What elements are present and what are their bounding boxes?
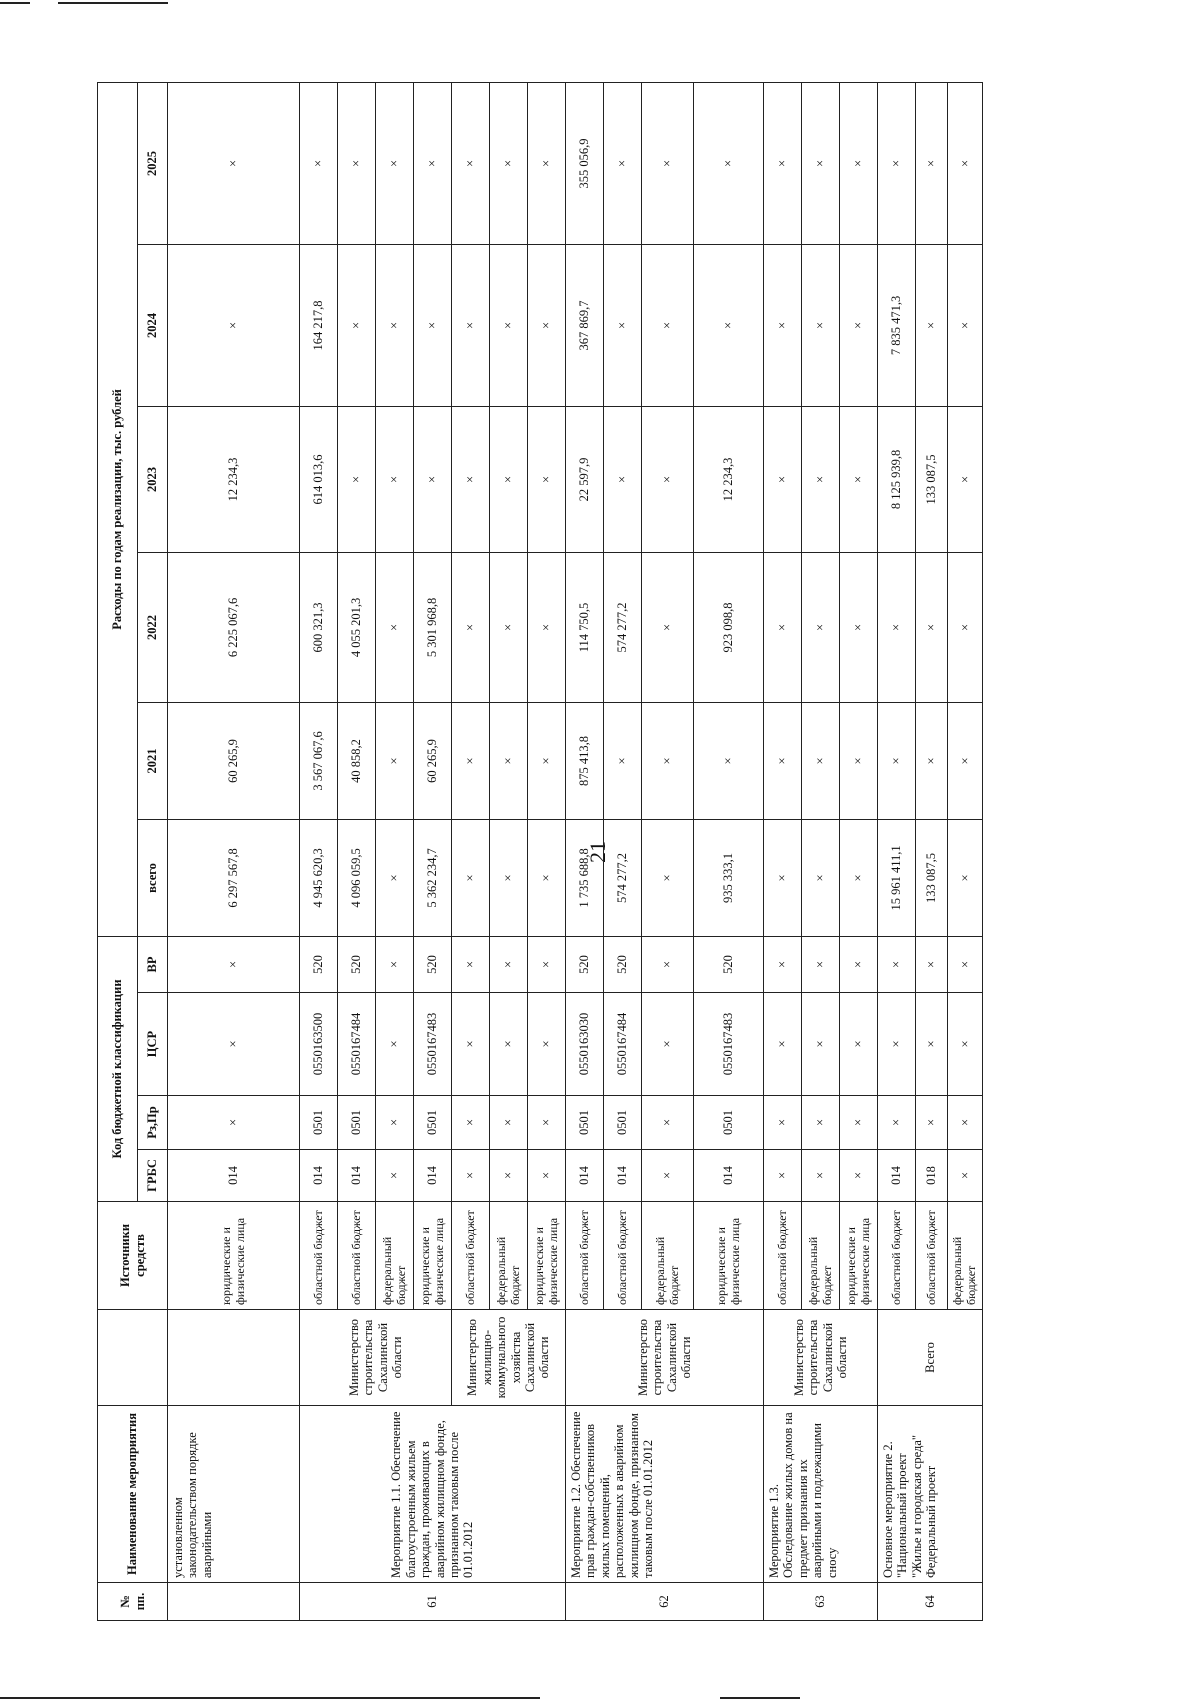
header-source: Источники средств	[98, 1202, 168, 1310]
cell-2023: ×	[528, 406, 566, 552]
cell-csr: 0550163500	[300, 993, 338, 1096]
cell-csr: ×	[376, 993, 414, 1096]
cell-vr: ×	[452, 936, 490, 992]
cell-name: Мероприятие 1.3. Обследование жилых домов на предмет признания их аварийными и подлежащими сносу	[764, 1406, 878, 1583]
cell-grbs: ×	[948, 1150, 983, 1202]
cell-total: 4 096 059,5	[338, 819, 376, 936]
cell-rzpr: 0501	[414, 1096, 452, 1150]
cell-total: ×	[452, 819, 490, 936]
budget-table	[97, 82, 983, 1621]
header-vr: ВР	[138, 936, 168, 992]
cell-total: 133 087,5	[916, 819, 948, 936]
cell-2022: 574 277,2	[604, 552, 642, 702]
cell-2021: ×	[694, 702, 764, 819]
cell-total: ×	[840, 819, 878, 936]
cell-rzpr: ×	[452, 1096, 490, 1150]
scan-edge-top	[0, 2, 30, 4]
cell-2024: ×	[948, 244, 983, 406]
cell-total: 935 333,1	[694, 819, 764, 936]
cell-grbs: 014	[694, 1150, 764, 1202]
cell-2024: ×	[338, 244, 376, 406]
scan-edge-bottom	[0, 1697, 540, 1699]
cell-2024: ×	[604, 244, 642, 406]
page-number: 21	[585, 841, 610, 863]
cell-vr: ×	[168, 936, 300, 992]
cell-2022: 600 321,3	[300, 552, 338, 702]
cell-total: ×	[764, 819, 802, 936]
cell-no: 63	[764, 1583, 878, 1621]
cell-rzpr: 0501	[694, 1096, 764, 1150]
cell-total: ×	[528, 819, 566, 936]
cell-2024: 164 217,8	[300, 244, 338, 406]
cell-2025: ×	[490, 82, 528, 244]
cell-name: Мероприятие 1.1. Обеспечение благоустроенным жильем граждан, проживающих в аварийном жилищном фонде, признанном таковым после 01.01.2012	[300, 1406, 566, 1583]
cell-grbs: ×	[376, 1150, 414, 1202]
scan-edge-top-2	[58, 2, 168, 4]
cell-responsible: Всего	[878, 1310, 983, 1406]
table-row	[566, 82, 604, 1620]
cell-csr: ×	[168, 993, 300, 1096]
cell-2021: 60 265,9	[414, 702, 452, 819]
cell-rzpr: ×	[802, 1096, 840, 1150]
cell-total: ×	[376, 819, 414, 936]
cell-vr: ×	[840, 936, 878, 992]
cell-csr: ×	[642, 993, 694, 1096]
cell-2025: ×	[604, 82, 642, 244]
cell-vr: 520	[414, 936, 452, 992]
cell-responsible: Министерство строительства Сахалинской области	[300, 1310, 452, 1406]
cell-source: областной бюджет	[566, 1202, 604, 1310]
cell-total: 574 277,2	[604, 819, 642, 936]
table-row	[764, 82, 802, 1620]
cell-csr: 0550163030	[566, 993, 604, 1096]
cell-2025: ×	[452, 82, 490, 244]
cell-vr: 520	[694, 936, 764, 992]
cell-csr: ×	[764, 993, 802, 1096]
cell-vr: ×	[916, 936, 948, 992]
cell-grbs: 014	[168, 1150, 300, 1202]
cell-2024: ×	[694, 244, 764, 406]
cell-2024: ×	[840, 244, 878, 406]
cell-2022: 5 301 968,8	[414, 552, 452, 702]
cell-2021: ×	[452, 702, 490, 819]
cell-vr: ×	[490, 936, 528, 992]
cell-csr: 0550167484	[604, 993, 642, 1096]
cell-source: юридические и физические лица	[694, 1202, 764, 1310]
cell-rzpr: ×	[948, 1096, 983, 1150]
cell-rzpr: 0501	[566, 1096, 604, 1150]
cell-rzpr: 0501	[338, 1096, 376, 1150]
header-2021: 2021	[138, 702, 168, 819]
cell-2021: ×	[764, 702, 802, 819]
cell-2025: ×	[840, 82, 878, 244]
cell-grbs: ×	[490, 1150, 528, 1202]
cell-2021: ×	[642, 702, 694, 819]
cell-grbs: ×	[452, 1150, 490, 1202]
cell-2025: 355 056,9	[566, 82, 604, 244]
cell-2021: ×	[376, 702, 414, 819]
cell-2025: ×	[300, 82, 338, 244]
cell-csr: ×	[802, 993, 840, 1096]
cell-2021: ×	[948, 702, 983, 819]
header-rzpr: Рз,Пр	[138, 1096, 168, 1150]
cell-2024: ×	[802, 244, 840, 406]
cell-2022: ×	[528, 552, 566, 702]
cell-2025: ×	[338, 82, 376, 244]
cell-2021: 40 858,2	[338, 702, 376, 819]
cell-2025: ×	[528, 82, 566, 244]
cell-csr: ×	[528, 993, 566, 1096]
cell-2023: 133 087,5	[916, 406, 948, 552]
cell-2025: ×	[168, 82, 300, 244]
scan-edge-bottom-2	[720, 1697, 800, 1699]
cell-2022: ×	[802, 552, 840, 702]
header-csr: ЦСР	[138, 993, 168, 1096]
cell-total: ×	[948, 819, 983, 936]
cell-grbs: ×	[802, 1150, 840, 1202]
cell-2021: ×	[528, 702, 566, 819]
cell-vr: ×	[528, 936, 566, 992]
cell-vr: ×	[642, 936, 694, 992]
cell-rzpr: 0501	[300, 1096, 338, 1150]
cell-csr: 0550167484	[338, 993, 376, 1096]
cell-source: юридические и физические лица	[168, 1202, 300, 1310]
cell-vr: ×	[802, 936, 840, 992]
cell-source: областной бюджет	[300, 1202, 338, 1310]
cell-2021: 875 413,8	[566, 702, 604, 819]
cell-rzpr: ×	[642, 1096, 694, 1150]
cell-2024: 367 869,7	[566, 244, 604, 406]
cell-2024: ×	[490, 244, 528, 406]
cell-vr: 520	[338, 936, 376, 992]
cell-source: областной бюджет	[338, 1202, 376, 1310]
cell-total: ×	[642, 819, 694, 936]
cell-grbs: 014	[566, 1150, 604, 1202]
cell-csr: ×	[452, 993, 490, 1096]
cell-total: 1 735 688,8	[566, 819, 604, 936]
cell-rzpr: ×	[840, 1096, 878, 1150]
cell-2021: ×	[490, 702, 528, 819]
cell-2023: ×	[840, 406, 878, 552]
cell-source: областной бюджет	[916, 1202, 948, 1310]
cell-rzpr: 0501	[604, 1096, 642, 1150]
cell-2022: ×	[642, 552, 694, 702]
cell-2022: ×	[376, 552, 414, 702]
cell-responsible: Министерство жилищно-коммунального хозяйства Сахалинской области	[452, 1310, 566, 1406]
cell-no: 62	[566, 1583, 764, 1621]
cell-vr: 520	[566, 936, 604, 992]
cell-2022: ×	[878, 552, 916, 702]
cell-source: федеральный бюджет	[490, 1202, 528, 1310]
rotated-table-container	[97, 83, 1103, 1621]
cell-source: федеральный бюджет	[642, 1202, 694, 1310]
header-code-group: Код бюджетной классификации	[98, 936, 138, 1201]
cell-2024: ×	[376, 244, 414, 406]
cell-2023: 8 125 939,8	[878, 406, 916, 552]
cell-2024: ×	[916, 244, 948, 406]
cell-source: федеральный бюджет	[376, 1202, 414, 1310]
cell-2025: ×	[376, 82, 414, 244]
cell-grbs: 014	[604, 1150, 642, 1202]
cell-grbs: 014	[414, 1150, 452, 1202]
cell-csr: ×	[948, 993, 983, 1096]
cell-rzpr: ×	[168, 1096, 300, 1150]
cell-name: установленном законодательством порядке аварийными	[168, 1406, 300, 1583]
cell-2021: 3 567 067,6	[300, 702, 338, 819]
cell-2023: ×	[338, 406, 376, 552]
cell-2024: ×	[764, 244, 802, 406]
cell-total: ×	[802, 819, 840, 936]
cell-source: юридические и физические лица	[414, 1202, 452, 1310]
header-2024: 2024	[138, 244, 168, 406]
cell-vr: ×	[878, 936, 916, 992]
cell-responsible: Министерство строительства Сахалинской области	[566, 1310, 764, 1406]
cell-total: 15 961 411,1	[878, 819, 916, 936]
cell-source: юридические и физические лица	[840, 1202, 878, 1310]
cell-2021: ×	[604, 702, 642, 819]
cell-rzpr: ×	[764, 1096, 802, 1150]
cell-2023: 614 013,6	[300, 406, 338, 552]
cell-2024: ×	[528, 244, 566, 406]
cell-csr: ×	[878, 993, 916, 1096]
cell-2025: ×	[694, 82, 764, 244]
cell-2022: ×	[764, 552, 802, 702]
cell-2022: ×	[490, 552, 528, 702]
header-total: всего	[138, 819, 168, 936]
cell-2025: ×	[878, 82, 916, 244]
table-row	[300, 82, 338, 1620]
cell-grbs: 014	[338, 1150, 376, 1202]
cell-2023: 12 234,3	[168, 406, 300, 552]
cell-2022: 4 055 201,3	[338, 552, 376, 702]
cell-2021: ×	[840, 702, 878, 819]
cell-2025: ×	[642, 82, 694, 244]
cell-2023: ×	[642, 406, 694, 552]
cell-2024: ×	[168, 244, 300, 406]
cell-no	[168, 1583, 300, 1621]
cell-2021: ×	[916, 702, 948, 819]
cell-2022: ×	[452, 552, 490, 702]
cell-source: областной бюджет	[878, 1202, 916, 1310]
header-name: Наименование мероприятия	[98, 1406, 168, 1583]
cell-2025: ×	[802, 82, 840, 244]
cell-2023: ×	[414, 406, 452, 552]
cell-grbs: 014	[878, 1150, 916, 1202]
header-no: № пп.	[98, 1583, 168, 1621]
cell-csr: ×	[916, 993, 948, 1096]
cell-vr: ×	[764, 936, 802, 992]
cell-name: Мероприятие 1.2. Обеспечение прав граждан-собственников жилых помещений, расположенных в аварийном жилищном фонде, признанном таковым после 01.01.2012	[566, 1406, 764, 1583]
cell-2023: ×	[452, 406, 490, 552]
cell-2022: 114 750,5	[566, 552, 604, 702]
table-row	[452, 82, 490, 1620]
cell-vr: 520	[300, 936, 338, 992]
cell-2022: ×	[916, 552, 948, 702]
cell-total: ×	[490, 819, 528, 936]
cell-2024: ×	[642, 244, 694, 406]
cell-2024: 7 835 471,3	[878, 244, 916, 406]
cell-grbs: ×	[642, 1150, 694, 1202]
cell-2021: ×	[802, 702, 840, 819]
cell-grbs: 018	[916, 1150, 948, 1202]
cell-csr: ×	[840, 993, 878, 1096]
cell-grbs: ×	[764, 1150, 802, 1202]
header-responsible	[98, 1310, 168, 1406]
header-expenses-group: Расходы по годам реализации, тыс. рублей	[98, 82, 138, 936]
header-2025: 2025	[138, 82, 168, 244]
cell-source: областной бюджет	[604, 1202, 642, 1310]
cell-2024: ×	[414, 244, 452, 406]
cell-no: 64	[878, 1583, 983, 1621]
cell-2022: 923 098,8	[694, 552, 764, 702]
cell-source: федеральный бюджет	[948, 1202, 983, 1310]
cell-total: 4 945 620,3	[300, 819, 338, 936]
cell-2023: ×	[604, 406, 642, 552]
cell-2023: 22 597,9	[566, 406, 604, 552]
cell-total: 6 297 567,8	[168, 819, 300, 936]
cell-total: 5 362 234,7	[414, 819, 452, 936]
cell-2021: 60 265,9	[168, 702, 300, 819]
cell-2023: 12 234,3	[694, 406, 764, 552]
cell-grbs: 014	[300, 1150, 338, 1202]
cell-2023: ×	[376, 406, 414, 552]
cell-rzpr: ×	[528, 1096, 566, 1150]
cell-responsible: Министерство строительства Сахалинской области	[764, 1310, 878, 1406]
cell-name: Основное мероприятие 2. "Национальный проект "Жилье и городская среда" Федеральный проект	[878, 1406, 983, 1583]
cell-grbs: ×	[528, 1150, 566, 1202]
table-row	[878, 82, 916, 1620]
cell-vr: ×	[376, 936, 414, 992]
cell-rzpr: ×	[916, 1096, 948, 1150]
cell-2023: ×	[948, 406, 983, 552]
cell-source: областной бюджет	[452, 1202, 490, 1310]
cell-2025: ×	[916, 82, 948, 244]
header-grbs: ГРБС	[138, 1150, 168, 1202]
cell-csr: 0550167483	[694, 993, 764, 1096]
header-2022: 2022	[138, 552, 168, 702]
cell-source: юридические и физические лица	[528, 1202, 566, 1310]
cell-csr: ×	[490, 993, 528, 1096]
cell-2022: ×	[948, 552, 983, 702]
cell-rzpr: ×	[490, 1096, 528, 1150]
cell-rzpr: ×	[376, 1096, 414, 1150]
cell-vr: 520	[604, 936, 642, 992]
cell-vr: ×	[948, 936, 983, 992]
cell-2022: ×	[840, 552, 878, 702]
cell-2025: ×	[948, 82, 983, 244]
cell-2023: ×	[802, 406, 840, 552]
cell-2023: ×	[764, 406, 802, 552]
cell-grbs: ×	[840, 1150, 878, 1202]
cell-2025: ×	[764, 82, 802, 244]
cell-2023: ×	[490, 406, 528, 552]
table-row-continuation	[168, 82, 300, 1620]
cell-no: 61	[300, 1583, 566, 1621]
cell-rzpr: ×	[878, 1096, 916, 1150]
cell-source: федеральный бюджет	[802, 1202, 840, 1310]
header-2023: 2023	[138, 406, 168, 552]
cell-2021: ×	[878, 702, 916, 819]
cell-csr: 0550167483	[414, 993, 452, 1096]
cell-source: областной бюджет	[764, 1202, 802, 1310]
cell-2025: ×	[414, 82, 452, 244]
cell-responsible	[168, 1310, 300, 1406]
cell-2022: 6 225 067,6	[168, 552, 300, 702]
cell-2024: ×	[452, 244, 490, 406]
